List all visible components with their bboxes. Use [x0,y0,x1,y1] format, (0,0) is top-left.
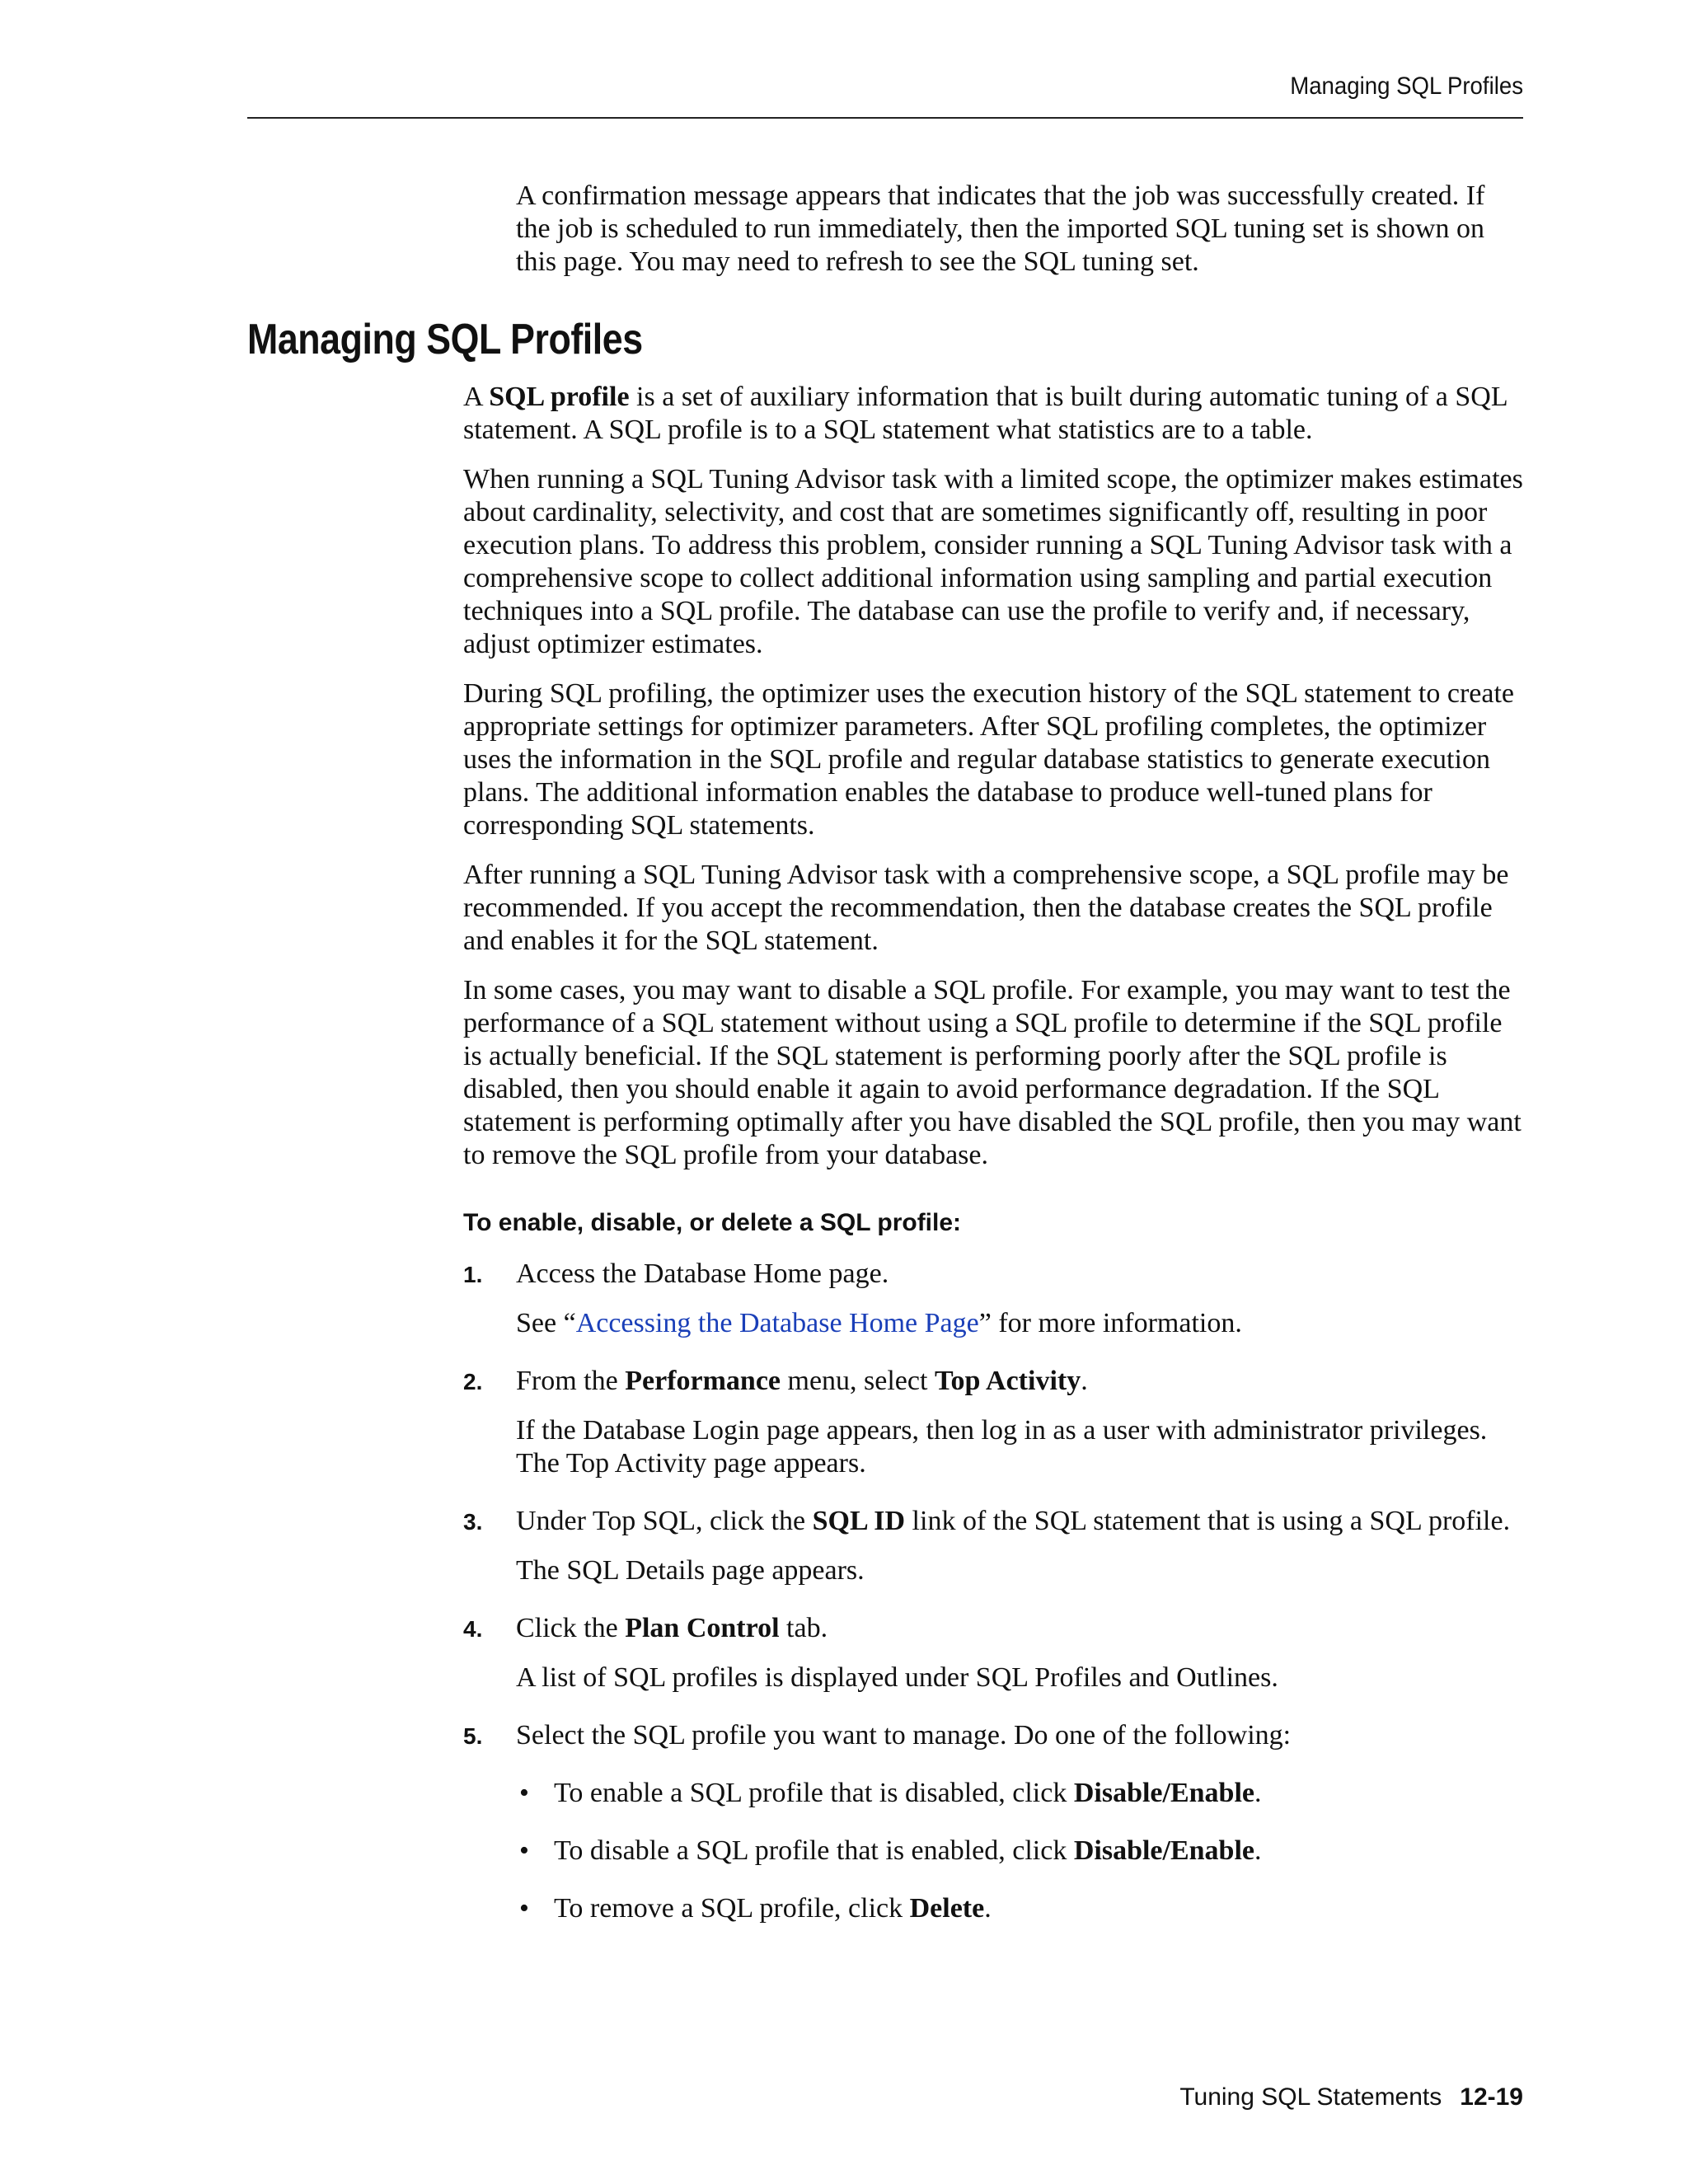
step-note [516,1307,1525,1340]
text-run: From the [516,1366,626,1396]
ui-term-delete: Delete [909,1893,985,1924]
ui-term-top-activity: Top Activity [934,1366,1081,1396]
section-title: Managing SQL Profiles [247,316,643,363]
intro-paragraph: A confirmation message appears that indicates that the job was successfully created. If the job is scheduled to run immediately, then the imported SQL tuning set is shown on this page. You may need to refresh to see the SQL tuning set. [516,180,1485,277]
paragraph-limited-scope: When running a SQL Tuning Advisor task with a limited scope, the optimizer makes estimates about cardinality, selectivity, and cost that are sometimes significantly off, resulting in poor execution plans. To address this problem, consider running a SQL Tuning Advisor task with a comprehensive scope to collect additional information using sampling and partial execution techniques into a SQL profile. The database can use the profile to verify and, if necessary, adjust optimizer estimates. [463,464,1523,659]
text-run: See “ [516,1308,576,1338]
footer-chapter: Tuning SQL Statements [1179,2083,1442,2111]
ui-term-disable-enable: Disable/Enable [1073,1778,1255,1808]
bullet-item [516,1777,1525,1810]
text-run: . [1254,1778,1262,1808]
text-run: tab. [779,1613,828,1643]
text-run: . [984,1893,992,1924]
section-body [463,381,1525,1950]
paragraph-profiling: During SQL profiling, the optimizer uses the execution history of the SQL statement to create appropriate settings for optimizer parameters. After SQL profiling completes, the optimizer uses the information in the SQL profile and regular database statistics to generate execution plans. The additional information enables the database to produce well-tuned plans for corresponding SQL statements. [463,678,1514,841]
step-text [516,1612,1525,1645]
step-note: A list of SQL profiles is displayed under SQL Profiles and Outlines. [516,1662,1278,1693]
text-run: A [463,382,490,412]
text-run: link of the SQL statement that is using a SQL profile. [905,1506,1511,1536]
text-run: To remove a SQL profile, click [554,1893,910,1924]
step-text: Select the SQL profile you want to manage. Do one of the following: [516,1720,1292,1750]
step-number: 5. [463,1723,483,1749]
step-number: 3. [463,1509,483,1535]
text-run: . [1081,1366,1088,1396]
ui-term-sql-id: SQL ID [812,1506,906,1536]
ui-term-plan-control: Plan Control [625,1613,780,1643]
step-2 [463,1365,1525,1480]
bullet-item [516,1835,1525,1868]
bullet-item [516,1892,1525,1925]
text-run: Click the [516,1613,626,1643]
bullet-icon: • [519,1835,529,1866]
text-run: To disable a SQL profile that is enabled, click [554,1835,1074,1866]
paragraph-recommendation: After running a SQL Tuning Advisor task with a comprehensive scope, a SQL profile may be recommended. If you accept the recommendation, then the database creates the SQL profile and enables it for the SQL statement. [463,860,1509,956]
step-3 [463,1505,1525,1587]
page-number: 12-19 [1460,2083,1523,2111]
step-4 [463,1612,1525,1694]
running-header: Managing SQL Profiles [1290,73,1523,100]
bullet-icon: • [519,1778,529,1808]
text-run: ” for more information. [978,1308,1242,1338]
step-text: Access the Database Home page. [516,1258,889,1289]
step-note: If the Database Login page appears, then log in as a user with administrator privileges. The Top Activity page appears. [516,1415,1488,1479]
step-note: The SQL Details page appears. [516,1555,865,1586]
text-run: menu, select [781,1366,935,1396]
text-run: is a set of auxiliary information that is built during automatic tuning of a SQL statement. A SQL profile is to a SQL statement what statistics are to a table. [463,382,1507,445]
step-number: 4. [463,1616,483,1642]
header-rule [247,117,1523,119]
step-text [516,1365,1525,1398]
paragraph-disable: In some cases, you may want to disable a SQL profile. For example, you may want to test the performance of a SQL statement without using a SQL profile to determine if the SQL profile is actually beneficial. If the SQL statement is performing poorly after the SQL profile is disabled, then you should enable it again to avoid performance degradation. If the SQL statement is performing optimally after you have disabled the SQL profile, then you may want to remove the SQL profile from your database. [463,975,1522,1170]
bullet-list [516,1777,1525,1925]
step-5 [463,1719,1525,1925]
procedure-steps [463,1258,1525,1925]
term-sql-profile: SQL profile [489,382,630,412]
text-run: Under Top SQL, click the [516,1506,813,1536]
link-accessing-database-home-page[interactable]: Accessing the Database Home Page [575,1308,979,1338]
step-text [516,1505,1525,1538]
text-run: . [1254,1835,1262,1866]
step-1 [463,1258,1525,1340]
bullet-icon: • [519,1893,529,1924]
procedure-title: To enable, disable, or delete a SQL profile: [463,1209,962,1236]
paragraph-definition [463,381,1525,447]
step-number: 2. [463,1369,483,1394]
ui-term-performance: Performance [625,1366,781,1396]
text-run: To enable a SQL profile that is disabled, click [554,1778,1074,1808]
ui-term-disable-enable: Disable/Enable [1073,1835,1255,1866]
page-footer [247,2083,1523,2111]
step-number: 1. [463,1262,483,1287]
